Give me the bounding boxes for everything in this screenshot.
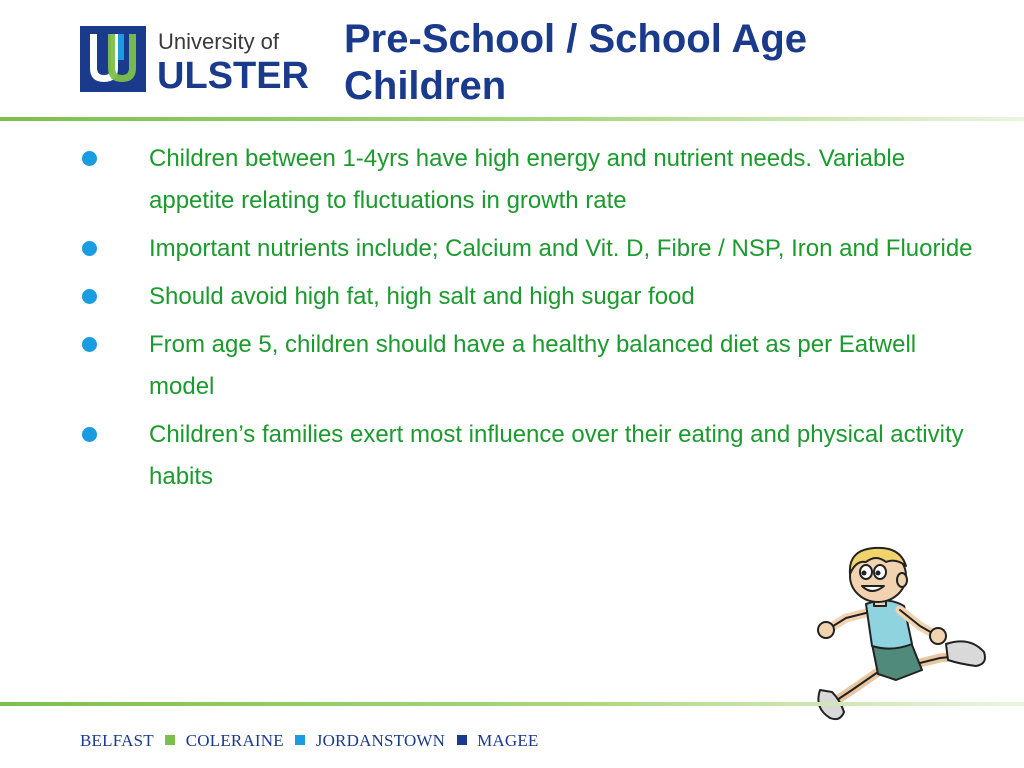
logo-text-line1: University of xyxy=(158,29,280,54)
footer-campus-list xyxy=(80,730,539,750)
logo-emblem-icon xyxy=(80,26,146,92)
square-separator-icon xyxy=(295,735,305,745)
bullet-dot-icon xyxy=(82,427,97,442)
logo-text-line2: ULSTER xyxy=(157,55,309,96)
slide-title-line2: Children xyxy=(344,64,507,108)
bullet-dot-icon xyxy=(82,151,97,166)
campus-label: BELFAST xyxy=(80,731,154,751)
bullet-dot-icon xyxy=(82,241,97,256)
list-item xyxy=(0,138,1024,222)
bullet-text: Important nutrients include; Calcium and Vit. D, Fibre / NSP, Iron and Fluoride xyxy=(149,235,973,262)
slide-title-line1: Pre-School / School Age xyxy=(344,17,808,61)
list-item xyxy=(0,276,1024,318)
campus-label: COLERAINE xyxy=(185,731,284,751)
bullet-dot-icon xyxy=(82,289,97,304)
list-item xyxy=(0,228,1024,270)
footer-divider xyxy=(0,702,1024,706)
square-separator-icon xyxy=(165,735,175,745)
bullet-dot-icon xyxy=(82,337,97,352)
bullet-list xyxy=(0,138,1024,504)
list-item xyxy=(0,414,1024,498)
university-logo xyxy=(78,24,318,96)
running-boy-illustration xyxy=(800,540,1000,740)
bullet-text: Should avoid high fat, high salt and high sugar food xyxy=(149,283,695,310)
header-divider xyxy=(0,117,1024,121)
campus-label: JORDANSTOWN xyxy=(315,731,446,751)
list-item xyxy=(0,324,1024,408)
bullet-text: Children’s families exert most influence over their eating and physical activity habits xyxy=(149,421,964,490)
slide-title xyxy=(344,16,984,110)
campus-label: MAGEE xyxy=(477,731,539,751)
square-separator-icon xyxy=(457,735,467,745)
bullet-text: Children between 1-4yrs have high energy and nutrient needs. Variable appetite relating to fluctuations in growth rate xyxy=(149,145,906,214)
bullet-text: From age 5, children should have a healthy balanced diet as per Eatwell model xyxy=(149,331,917,400)
